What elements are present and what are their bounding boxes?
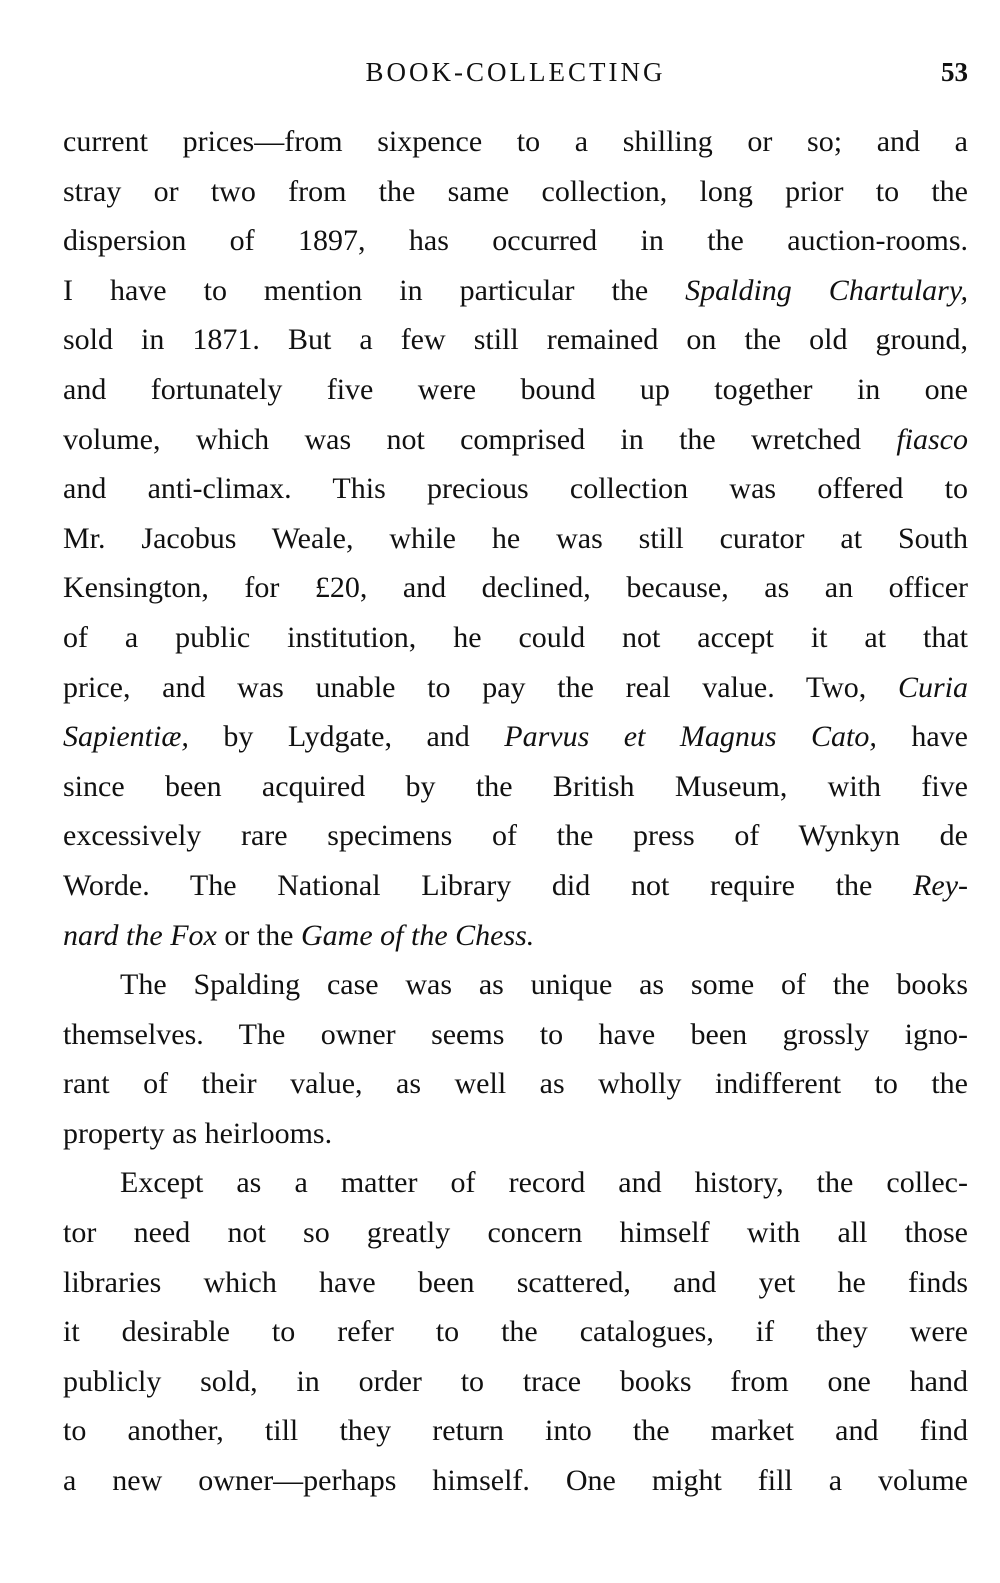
text-line: themselves. The owner seems to have been grossly igno- — [63, 1017, 968, 1051]
text-line: since been acquired by the British Museum, with five — [63, 769, 968, 803]
text-line: Sapientiæ, by Lydgate, and Parvus et Magnus Cato, have — [63, 720, 968, 754]
text-line: and fortunately five were bound up together in one — [63, 372, 968, 406]
text-line: and anti-climax. This precious collection was offered to — [63, 472, 968, 506]
text-line: publicly sold, in order to trace books from one hand — [63, 1364, 968, 1398]
text-line: nard the Fox or the Game of the Chess. — [63, 918, 535, 952]
text-line: I have to mention in particular the Spalding Chartulary, — [63, 273, 968, 307]
running-head — [63, 52, 968, 92]
text-line: dispersion of 1897, has occurred in the auction-rooms. — [63, 224, 968, 258]
body-text — [63, 117, 968, 1506]
page-number: 53 — [941, 57, 968, 87]
text-line: current prices—from sixpence to a shilling or so; and a — [63, 125, 968, 158]
text-line: a new owner—perhaps himself. One might fill a volume — [63, 1464, 968, 1498]
text-line: Kensington, for £20, and declined, because, as an officer — [63, 571, 968, 605]
text-line: it desirable to refer to the catalogues, if they were — [63, 1315, 968, 1349]
text-line: property as heirlooms. — [63, 1116, 333, 1150]
text-line: libraries which have been scattered, and yet he finds — [63, 1265, 968, 1299]
text-line: stray or two from the same collection, long prior to the — [63, 174, 968, 208]
text-line: tor need not so greatly concern himself with all those — [63, 1216, 968, 1250]
text-line: Worde. The National Library did not require the Rey- — [63, 868, 968, 902]
text-line: volume, which was not comprised in the wretched fiasco — [63, 422, 968, 456]
text-line: Except as a matter of record and history, the collec- — [120, 1166, 968, 1200]
text-line: sold in 1871. But a few still remained on the old ground, — [63, 323, 968, 357]
text-line: rant of their value, as well as wholly indifferent to the — [63, 1067, 968, 1101]
text-line: price, and was unable to pay the real value. Two, Curia — [63, 670, 968, 704]
text-line: The Spalding case was as unique as some of the books — [120, 968, 968, 1002]
text-line: Mr. Jacobus Weale, while he was still curator at South — [63, 521, 968, 555]
running-title: BOOK-COLLECTING — [365, 57, 666, 87]
text-line: excessively rare specimens of the press of Wynkyn de — [63, 819, 968, 853]
text-line: of a public institution, he could not accept it at that — [63, 620, 968, 654]
text-line: to another, till they return into the market and find — [63, 1414, 968, 1448]
